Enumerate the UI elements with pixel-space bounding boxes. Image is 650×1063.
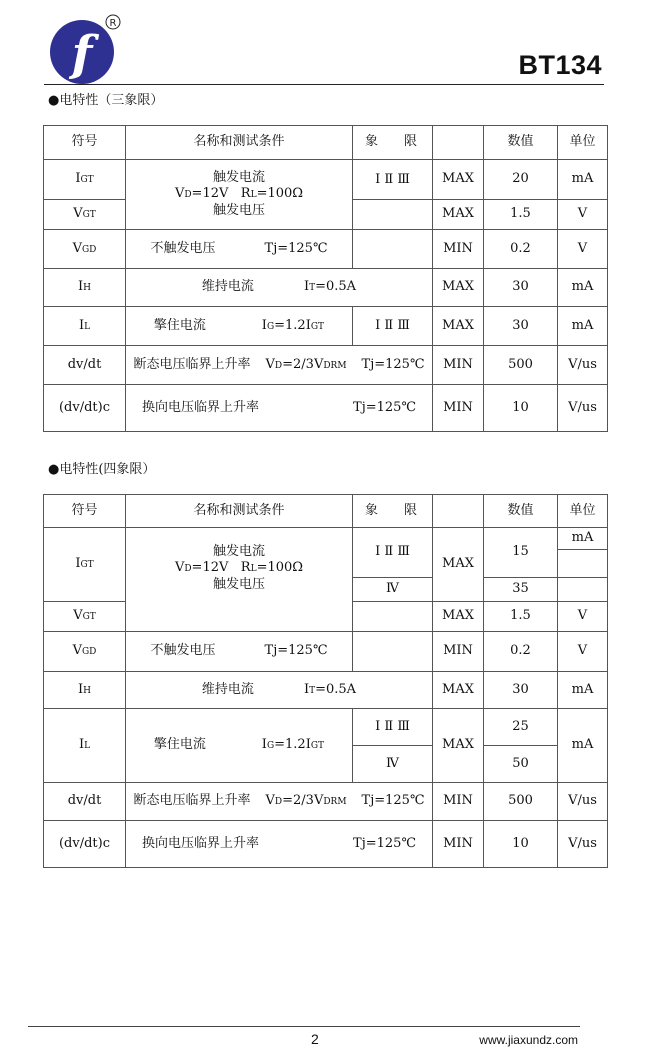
il-unit: mA bbox=[558, 307, 608, 346]
il-conditions: 擎住电流 IG=1.2IGT bbox=[126, 307, 353, 346]
dvdtc-value: 10 bbox=[484, 821, 558, 868]
symbol-vgd: VGD bbox=[44, 632, 126, 672]
vgd-quadrant bbox=[353, 230, 433, 269]
table-row bbox=[44, 528, 608, 550]
table-row bbox=[44, 269, 608, 307]
il-conditions: 擎住电流 IG=1.2IGT bbox=[126, 709, 353, 783]
header-symbol: 符号 bbox=[44, 495, 126, 528]
ih-limit: MAX bbox=[433, 672, 484, 709]
igt-value-2: 35 bbox=[484, 578, 558, 602]
igt-quadrant-2: Ⅳ bbox=[353, 578, 433, 602]
il-quadrant-2: Ⅳ bbox=[353, 746, 433, 783]
dvdt-unit: V/us bbox=[558, 346, 608, 385]
page-number: 2 bbox=[311, 1031, 319, 1047]
igt-unit-blank bbox=[558, 550, 608, 578]
ih-value: 30 bbox=[484, 672, 558, 709]
vgt-unit: V bbox=[558, 602, 608, 632]
header-blank bbox=[433, 495, 484, 528]
dvdt-value: 500 bbox=[484, 783, 558, 821]
registered-mark: R bbox=[109, 18, 117, 29]
test-conditions: VD=12V RL=100Ω bbox=[174, 186, 304, 202]
footer-url[interactable]: www.jiaxundz.com bbox=[479, 1033, 578, 1047]
header-blank bbox=[433, 126, 484, 160]
company-logo bbox=[50, 12, 122, 84]
il-unit: mA bbox=[558, 709, 608, 783]
test-conditions: VD=12V RL=100Ω bbox=[174, 560, 304, 576]
il-quadrant: Ⅰ Ⅱ Ⅲ bbox=[353, 307, 433, 346]
vgd-unit: V bbox=[558, 632, 608, 672]
il-limit: MAX bbox=[433, 307, 484, 346]
header-divider bbox=[44, 84, 604, 85]
il-limit: MAX bbox=[433, 709, 484, 783]
dvdtc-unit: V/us bbox=[558, 821, 608, 868]
symbol-il: IL bbox=[44, 709, 126, 783]
igt-value-1: 15 bbox=[484, 528, 558, 578]
ih-unit: mA bbox=[558, 672, 608, 709]
table-row bbox=[44, 385, 608, 432]
table-row bbox=[44, 230, 608, 269]
symbol-dvdtc: (dv/dt)c bbox=[44, 385, 126, 432]
igt-quadrant-1: Ⅰ Ⅱ Ⅲ bbox=[353, 528, 433, 578]
vgd-limit: MIN bbox=[433, 632, 484, 672]
section-heading-three-quadrant: ●电特性（三象限） bbox=[48, 93, 164, 108]
header-name: 名称和测试条件 bbox=[126, 495, 353, 528]
symbol-vgt: VGT bbox=[44, 602, 126, 632]
il-quadrant-1: Ⅰ Ⅱ Ⅲ bbox=[353, 709, 433, 746]
vgd-limit: MIN bbox=[433, 230, 484, 269]
spec-table-three-quadrant bbox=[43, 125, 608, 432]
table-row bbox=[44, 160, 608, 200]
header-symbol: 符号 bbox=[44, 126, 126, 160]
dvdt-conditions: 断态电压临界上升率 VD=2/3VDRM Tj=125℃ bbox=[126, 783, 433, 821]
spec-table-four-quadrant bbox=[43, 494, 608, 868]
il-value-1: 25 bbox=[484, 709, 558, 746]
logo-letter: f bbox=[71, 26, 93, 82]
table-row bbox=[44, 709, 608, 746]
header-value: 数值 bbox=[484, 126, 558, 160]
vgd-conditions: 不触发电压 Tj=125℃ bbox=[126, 632, 353, 672]
header-unit: 单位 bbox=[558, 126, 608, 160]
vgt-quadrant bbox=[353, 200, 433, 230]
dvdt-conditions: 断态电压临界上升率 VD=2/3VDRM Tj=125℃ bbox=[126, 346, 433, 385]
igt-value: 20 bbox=[484, 160, 558, 200]
table-header-row bbox=[44, 495, 608, 528]
dvdtc-unit: V/us bbox=[558, 385, 608, 432]
header-quadrant: 象 限 bbox=[353, 126, 433, 160]
il-value-2: 50 bbox=[484, 746, 558, 783]
igt-name: 触发电流 bbox=[212, 544, 265, 560]
igt-vgt-conditions bbox=[126, 528, 353, 632]
vgd-value: 0.2 bbox=[484, 632, 558, 672]
vgd-unit: V bbox=[558, 230, 608, 269]
vgt-limit: MAX bbox=[433, 200, 484, 230]
igt-limit: MAX bbox=[433, 160, 484, 200]
dvdtc-conditions: 换向电压临界上升率 Tj=125℃ bbox=[126, 821, 433, 868]
il-value: 30 bbox=[484, 307, 558, 346]
dvdtc-limit: MIN bbox=[433, 385, 484, 432]
ih-value: 30 bbox=[484, 269, 558, 307]
igt-name: 触发电流 bbox=[212, 170, 265, 186]
table-row bbox=[44, 307, 608, 346]
vgd-conditions: 不触发电压 Tj=125℃ bbox=[126, 230, 353, 269]
table-header-row bbox=[44, 126, 608, 160]
dvdt-limit: MIN bbox=[433, 346, 484, 385]
ih-unit: mA bbox=[558, 269, 608, 307]
table-row bbox=[44, 632, 608, 672]
vgt-unit: V bbox=[558, 200, 608, 230]
header-quadrant: 象 限 bbox=[353, 495, 433, 528]
ih-limit: MAX bbox=[433, 269, 484, 307]
vgt-quadrant bbox=[353, 602, 433, 632]
symbol-ih: IH bbox=[44, 672, 126, 709]
dvdtc-conditions: 换向电压临界上升率 Tj=125℃ bbox=[126, 385, 433, 432]
dvdtc-value: 10 bbox=[484, 385, 558, 432]
igt-unit: mA bbox=[558, 160, 608, 200]
table-row bbox=[44, 672, 608, 709]
symbol-igt: IGT bbox=[44, 528, 126, 602]
vgt-value: 1.5 bbox=[484, 200, 558, 230]
section-heading-four-quadrant: ●电特性(四象限） bbox=[48, 462, 156, 477]
dvdt-unit: V/us bbox=[558, 783, 608, 821]
symbol-igt: IGT bbox=[44, 160, 126, 200]
vgd-quadrant bbox=[353, 632, 433, 672]
vgt-limit: MAX bbox=[433, 602, 484, 632]
header-unit: 单位 bbox=[558, 495, 608, 528]
table-row bbox=[44, 346, 608, 385]
symbol-il: IL bbox=[44, 307, 126, 346]
header-value: 数值 bbox=[484, 495, 558, 528]
vgt-name: 触发电压 bbox=[212, 202, 265, 218]
part-number-title: BT134 bbox=[518, 50, 602, 80]
igt-limit: MAX bbox=[433, 528, 484, 602]
igt-quadrant: Ⅰ Ⅱ Ⅲ bbox=[353, 160, 433, 200]
header-name: 名称和测试条件 bbox=[126, 126, 353, 160]
dvdt-limit: MIN bbox=[433, 783, 484, 821]
symbol-vgt: VGT bbox=[44, 200, 126, 230]
vgd-value: 0.2 bbox=[484, 230, 558, 269]
symbol-dvdt: dv/dt bbox=[44, 346, 126, 385]
dvdtc-limit: MIN bbox=[433, 821, 484, 868]
dvdt-value: 500 bbox=[484, 346, 558, 385]
vgt-value: 1.5 bbox=[484, 602, 558, 632]
ih-conditions: 维持电流 IT=0.5A bbox=[126, 672, 433, 709]
symbol-dvdt: dv/dt bbox=[44, 783, 126, 821]
table-row bbox=[44, 821, 608, 868]
igt-unit-blank-2 bbox=[558, 578, 608, 602]
table-row bbox=[44, 783, 608, 821]
igt-unit: mA bbox=[558, 528, 608, 550]
symbol-dvdtc: (dv/dt)c bbox=[44, 821, 126, 868]
ih-conditions: 维持电流 IT=0.5A bbox=[126, 269, 433, 307]
symbol-vgd: VGD bbox=[44, 230, 126, 269]
symbol-ih: IH bbox=[44, 269, 126, 307]
footer-divider bbox=[28, 1026, 580, 1027]
vgt-name: 触发电压 bbox=[212, 576, 265, 592]
igt-vgt-conditions bbox=[126, 160, 353, 230]
